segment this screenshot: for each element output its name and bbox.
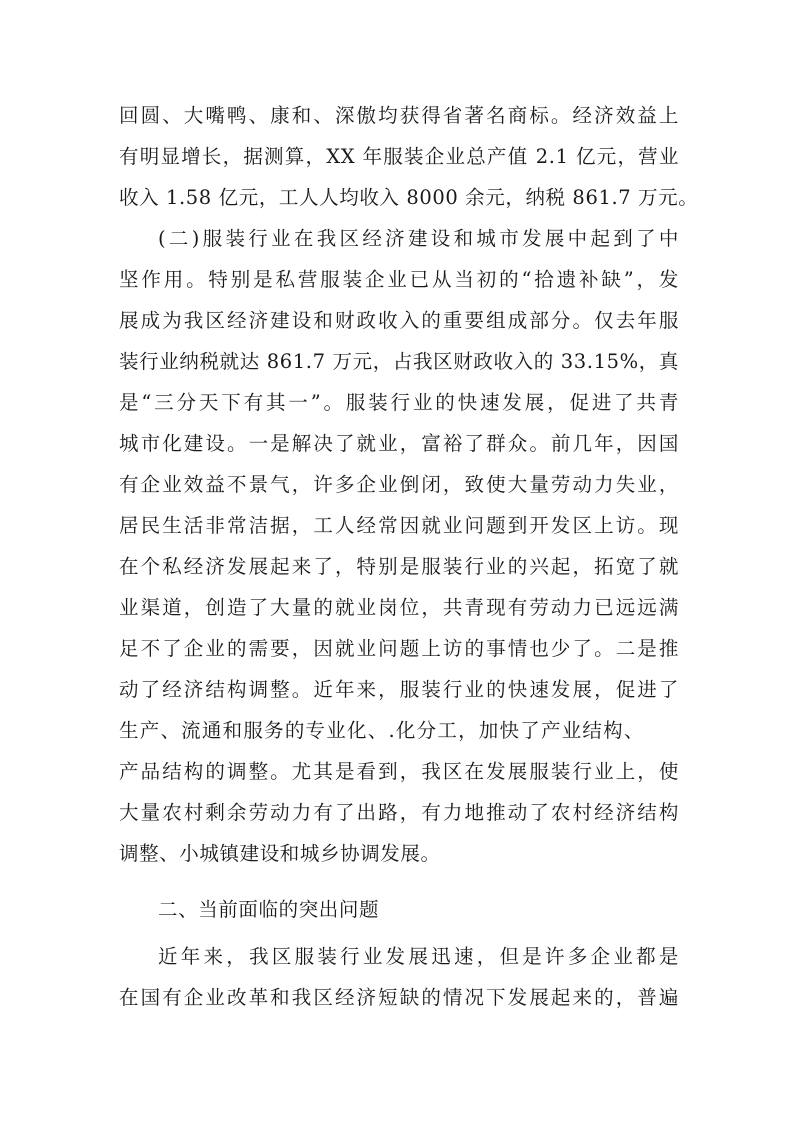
section-heading: 二、当前面临的突出问题 bbox=[158, 898, 380, 921]
body-text-line: 在国有企业改革和我区经济短缺的情况下发展起来的，普遍 bbox=[119, 986, 679, 1009]
body-text-line: 在个私经济发展起来了，特别是服装行业的兴起，拓宽了就 bbox=[119, 555, 679, 578]
body-text-line: 装行业纳税就达 861.7 万元，占我区财政收入的 33.15%，真 bbox=[119, 350, 679, 373]
paragraph-first-line: (二)服装行业在我区经济建设和城市发展中起到了中 bbox=[158, 227, 679, 250]
body-text-line: 有企业效益不景气，许多企业倒闭，致使大量劳动力失业， bbox=[119, 473, 679, 496]
body-text-line: 足不了企业的需要，因就业问题上访的事情也少了。二是推 bbox=[119, 637, 679, 660]
body-text-line: 回圆、大嘴鸭、康和、深傲均获得省著名商标。经济效益上 bbox=[119, 104, 679, 127]
body-text-line: 收入 1.58 亿元，工人人均收入 8000 余元，纳税 861.7 万元。 bbox=[119, 186, 699, 209]
body-text-line: 业渠道，创造了大量的就业岗位，共青现有劳动力已远远满 bbox=[119, 596, 679, 619]
body-text-line: 动了经济结构调整。近年来，服装行业的快速发展，促进了 bbox=[119, 678, 679, 701]
body-text-line: 居民生活非常洁据，工人经常因就业问题到开发区上访。现 bbox=[119, 514, 679, 537]
paragraph-first-line: 近年来，我区服装行业发展迅速，但是许多企业都是 bbox=[158, 945, 679, 968]
body-text-line: 产品结构的调整。尤其是看到，我区在发展服装行业上，使 bbox=[119, 760, 679, 783]
paragraph-last-line: 调整、小城镇建设和城乡协调发展。 bbox=[119, 842, 441, 865]
body-text-line: 展成为我区经济建设和财政收入的重要组成部分。仅去年服 bbox=[119, 309, 679, 332]
body-text-line: 有明显增长，据测算，XX 年服装企业总产值 2.1 亿元，营业 bbox=[119, 145, 679, 168]
body-text-line: 大量农村剩余劳动力有了出路，有力地推动了农村经济结构 bbox=[119, 801, 679, 824]
body-text-line: 城市化建设。一是解决了就业，富裕了群众。前几年，因国 bbox=[119, 432, 679, 455]
body-text-line: 坚作用。特别是私营服装企业已从当初的“拾遗补缺”，发 bbox=[119, 268, 679, 291]
body-text-line: 生产、流通和服务的专业化、.化分工，加快了产业结构、 bbox=[119, 719, 644, 742]
body-text-line: 是“三分天下有其一”。服装行业的快速发展，促进了共青 bbox=[119, 391, 679, 414]
